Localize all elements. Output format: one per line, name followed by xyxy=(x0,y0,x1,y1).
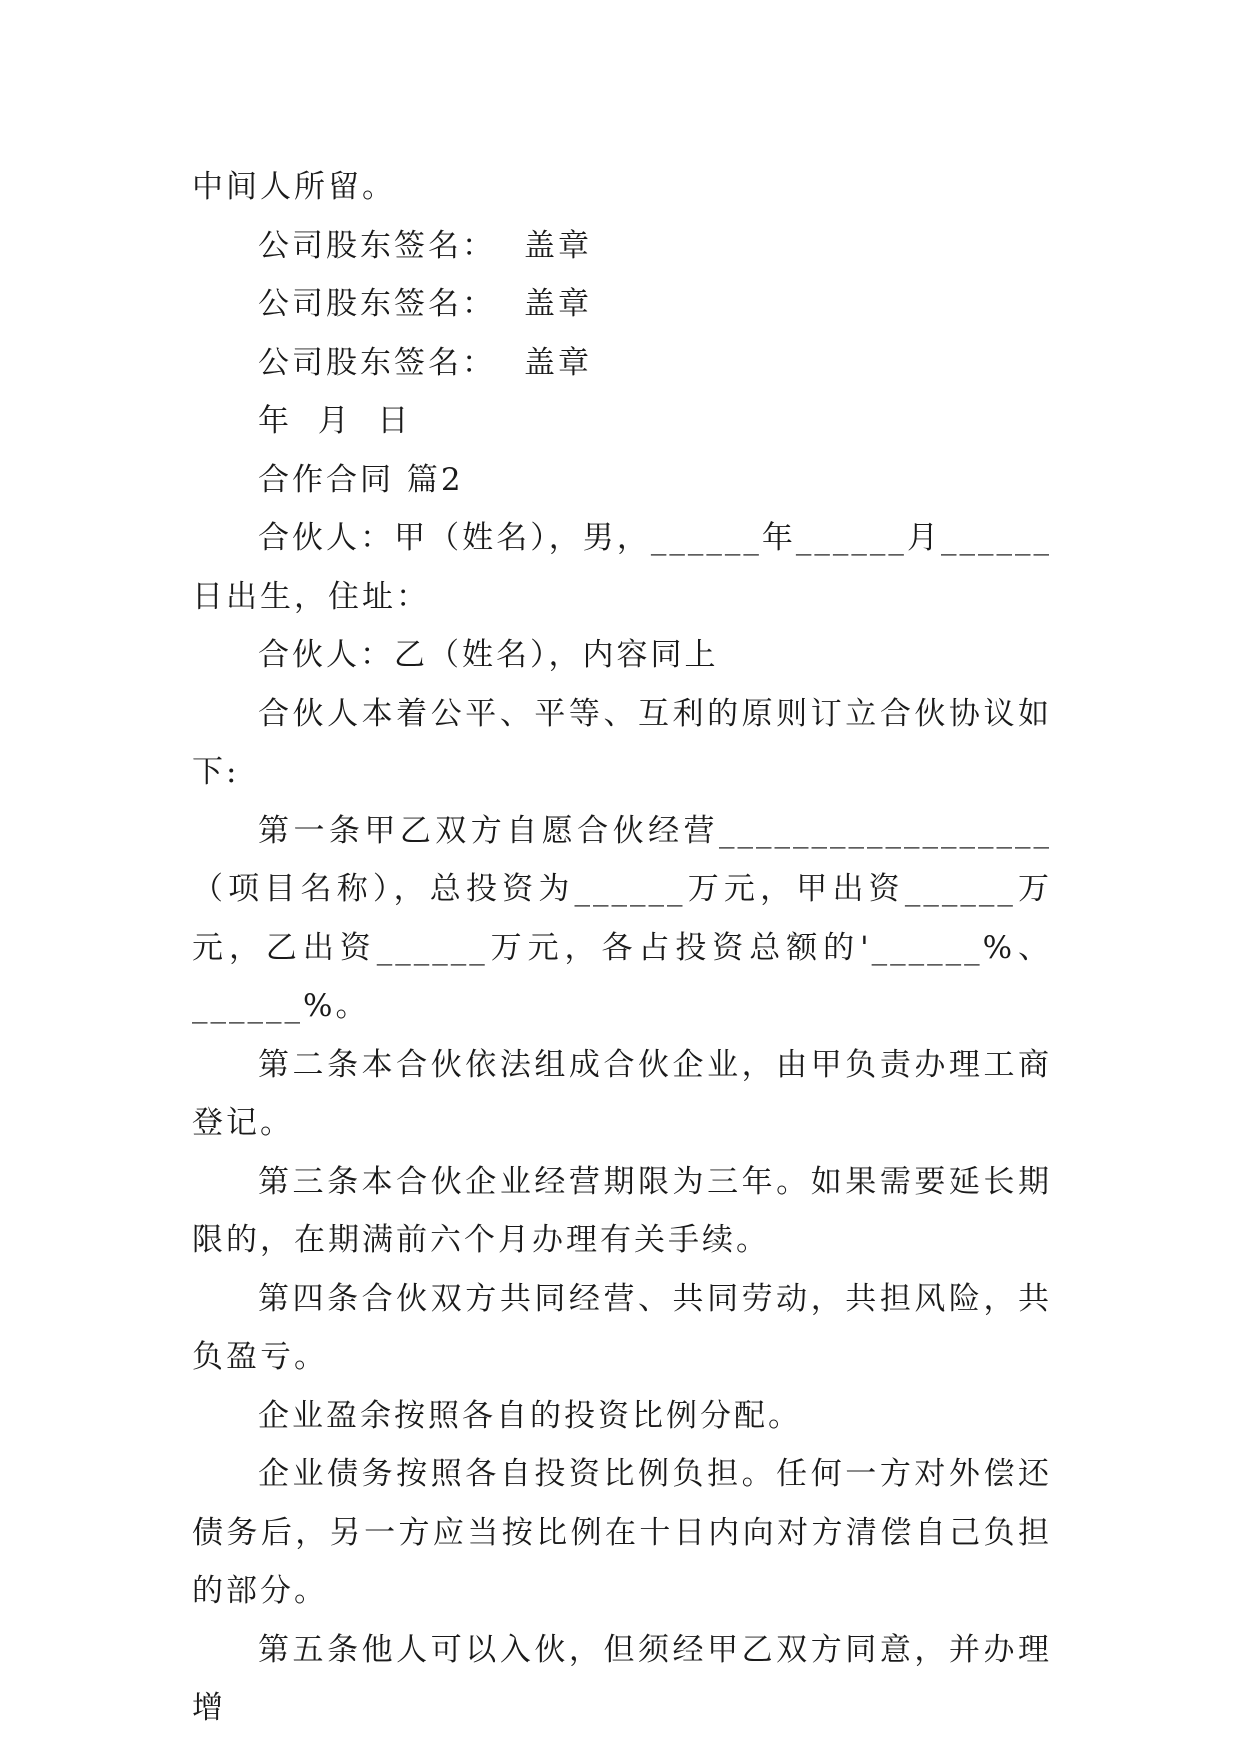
article-1-paragraph: 第一条甲乙双方自愿合伙经营__________________（项目名称），总投资为______万元，甲出资______万元，乙出资______万元，各占投资总额的'______%、______%。 xyxy=(192,812,1052,1024)
continuation-line: 中间人所留。 xyxy=(192,169,396,205)
article-4-paragraph: 第四条合伙双方共同经营、共同劳动，共担风险，共负盈亏。 xyxy=(192,1280,1052,1375)
date-line: 年 月 日 xyxy=(258,403,412,439)
stamp-label: 盖章 xyxy=(524,344,592,381)
partner-b-paragraph: 合伙人：乙（姓名），内容同上 xyxy=(258,637,719,673)
principle-paragraph: 合伙人本着公平、平等、互利的原则订立合伙协议如下: xyxy=(192,695,1052,790)
article-2-paragraph: 第二条本合伙依法组成合伙企业，由甲负责办理工商登记。 xyxy=(192,1046,1052,1141)
profit-distribution-paragraph: 企业盈余按照各自的投资比例分配。 xyxy=(258,1397,802,1434)
stamp-label: 盖章 xyxy=(524,227,592,264)
debt-paragraph: 企业债务按照各自投资比例负担。任何一方对外偿还债务后，另一方应当按比例在十日内向对方清偿自己负担的部分。 xyxy=(192,1456,1052,1609)
section-title: 合作合同 篇2 xyxy=(258,461,464,498)
shareholder-signature-line-3 xyxy=(192,334,1052,393)
article-5-paragraph: 第五条他人可以入伙，但须经甲乙双方同意，并办理增 xyxy=(192,1631,1052,1726)
signature-label: 公司股东签名： xyxy=(258,344,496,381)
signature-label: 公司股东签名： xyxy=(258,227,496,264)
signature-label: 公司股东签名： xyxy=(258,286,496,322)
stamp-label: 盖章 xyxy=(524,286,592,322)
shareholder-signature-line-1 xyxy=(192,217,1052,276)
partner-a-paragraph: 合伙人：甲（姓名），男，______年______月______日出生，住址： xyxy=(192,520,1052,615)
document-body xyxy=(192,158,1052,1738)
article-3-paragraph: 第三条本合伙企业经营期限为三年。如果需要延长期限的，在期满前六个月办理有关手续。 xyxy=(192,1163,1052,1258)
shareholder-signature-line-2 xyxy=(192,275,1052,334)
